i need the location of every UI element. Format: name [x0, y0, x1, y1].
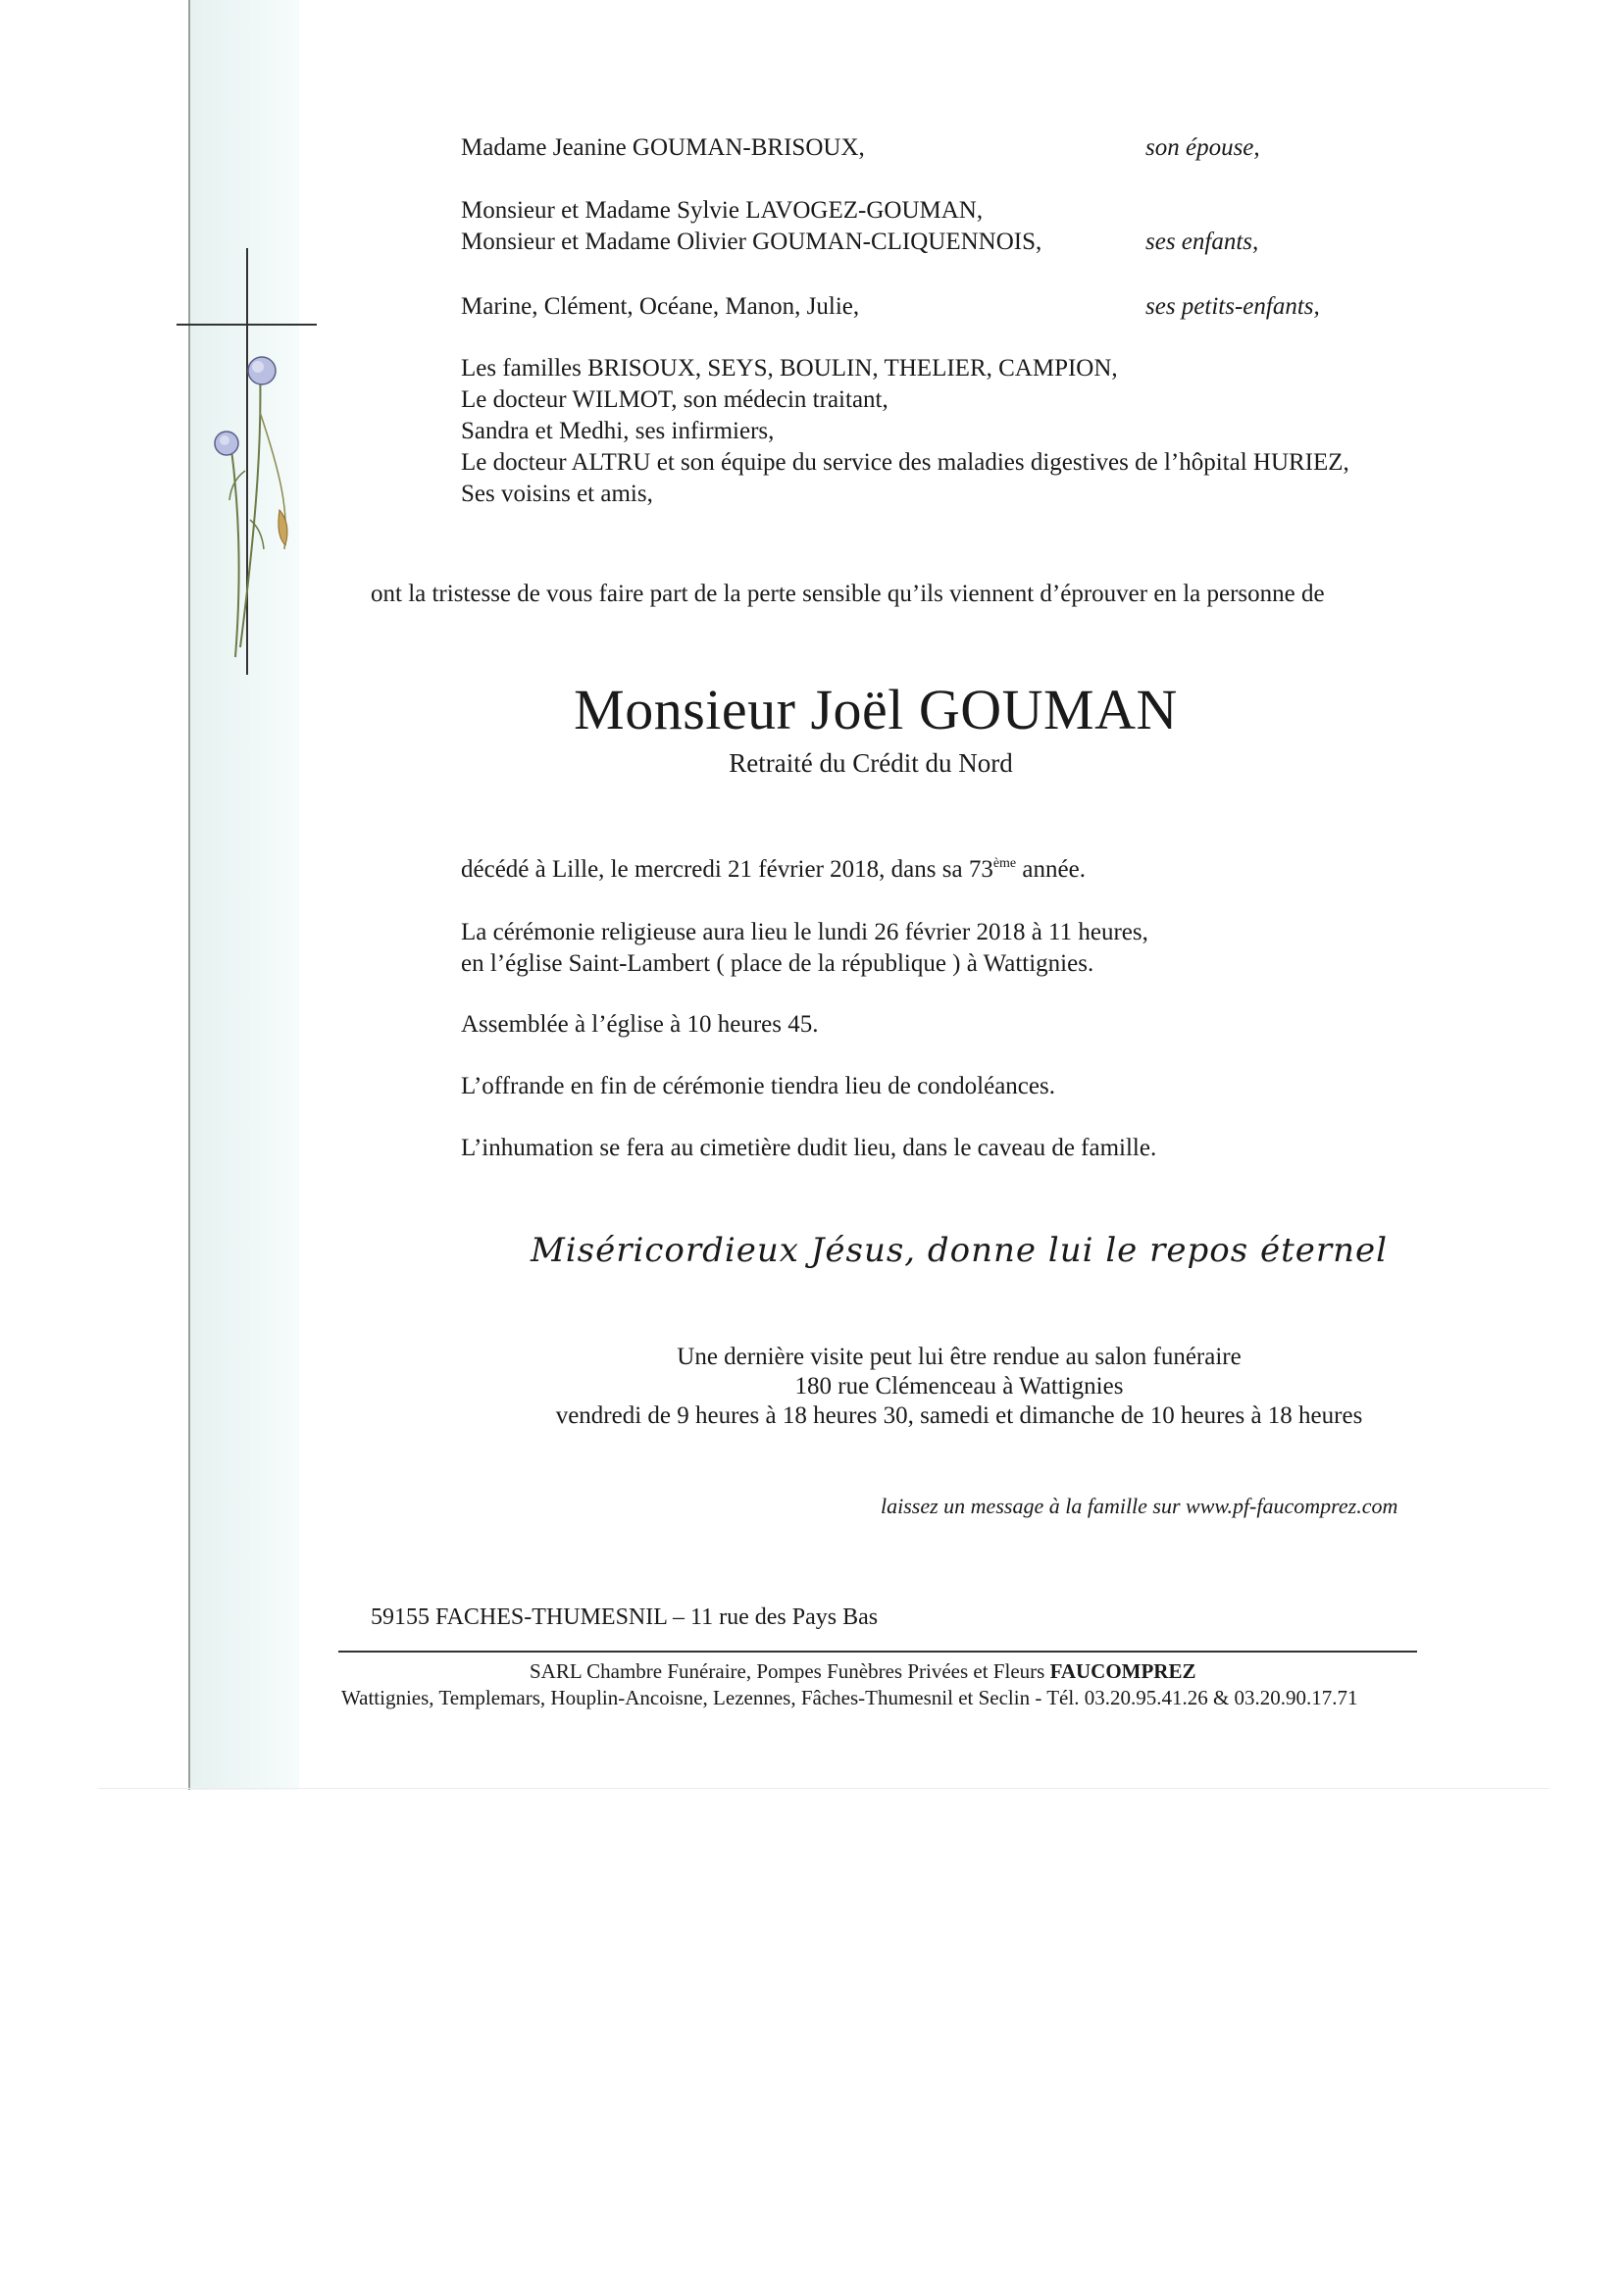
other-family-line: Les familles BRISOUX, SEYS, BOULIN, THELIER, CAMPION, — [461, 355, 1118, 382]
page-bottom-edge — [98, 1788, 1549, 1789]
grandchildren-role: ses petits-enfants, — [1145, 293, 1320, 320]
footer-divider — [338, 1651, 1417, 1653]
cross-bar-icon — [177, 324, 317, 326]
spouse-name: Madame Jeanine GOUMAN-BRISOUX, — [461, 134, 865, 161]
visit-line-3: vendredi de 9 heures à 18 heures 30, samedi et dimanche de 10 heures à 18 heures — [555, 1402, 1363, 1429]
announcement-text: ont la tristesse de vous faire part de la perte sensible qu’ils viennent d’éprouver en la personne de — [371, 581, 1325, 607]
visit-line-1: Une dernière visite peut lui être rendue au salon funéraire — [677, 1344, 1242, 1370]
flower-icon — [201, 353, 319, 667]
grandchildren-names: Marine, Clément, Océane, Manon, Julie, — [461, 293, 860, 320]
deceased-title: Retraité du Crédit du Nord — [729, 748, 1013, 778]
footer-company: SARL Chambre Funéraire, Pompes Funèbres Privées et Fleurs FAUCOMPREZ — [530, 1659, 1196, 1683]
neighbors-line: Ses voisins et amis, — [461, 481, 653, 507]
spouse-role: son épouse, — [1145, 134, 1260, 161]
doctor-line: Le docteur WILMOT, son médecin traitant, — [461, 386, 888, 413]
band-edge-line — [188, 0, 190, 1790]
footer-locations: Wattignies, Templemars, Houplin-Ancoisne, Lezennes, Fâches-Thumesnil et Seclin - Tél. 03.20.95.41.26 & 03.20.90.17.71 — [341, 1686, 1358, 1709]
prayer-text: Miséricordieux Jésus, donne lui le repos éternel — [530, 1231, 1389, 1270]
ceremony-line-2: en l’église Saint-Lambert ( place de la république ) à Wattignies. — [461, 950, 1094, 977]
burial-text: L’inhumation se fera au cimetière dudit lieu, dans le caveau de famille. — [461, 1135, 1157, 1161]
message-link-text: laissez un message à la famille sur www.pf-faucomprez.com — [881, 1494, 1398, 1518]
children-line-2: Monsieur et Madame Olivier GOUMAN-CLIQUENNOIS, — [461, 229, 1042, 255]
death-details: décédé à Lille, le mercredi 21 février 2018, dans sa 73ème année. — [461, 856, 1086, 883]
nurses-line: Sandra et Medhi, ses infirmiers, — [461, 418, 775, 444]
deceased-name: Monsieur Joël GOUMAN — [574, 678, 1178, 741]
ceremony-line-1: La cérémonie religieuse aura lieu le lundi 26 février 2018 à 11 heures, — [461, 919, 1148, 945]
children-line-1: Monsieur et Madame Sylvie LAVOGEZ-GOUMAN, — [461, 197, 984, 224]
hospital-line: Le docteur ALTRU et son équipe du service des maladies digestives de l’hôpital HURIEZ, — [461, 449, 1349, 476]
children-role: ses enfants, — [1145, 229, 1259, 255]
assembly-text: Assemblée à l’église à 10 heures 45. — [461, 1011, 819, 1038]
decorative-band — [189, 0, 299, 1790]
visit-line-2: 180 rue Clémenceau à Wattignies — [794, 1373, 1124, 1400]
footer-address: 59155 FACHES-THUMESNIL – 11 rue des Pays Bas — [371, 1604, 879, 1630]
offering-text: L’offrande en fin de cérémonie tiendra lieu de condoléances. — [461, 1073, 1055, 1099]
